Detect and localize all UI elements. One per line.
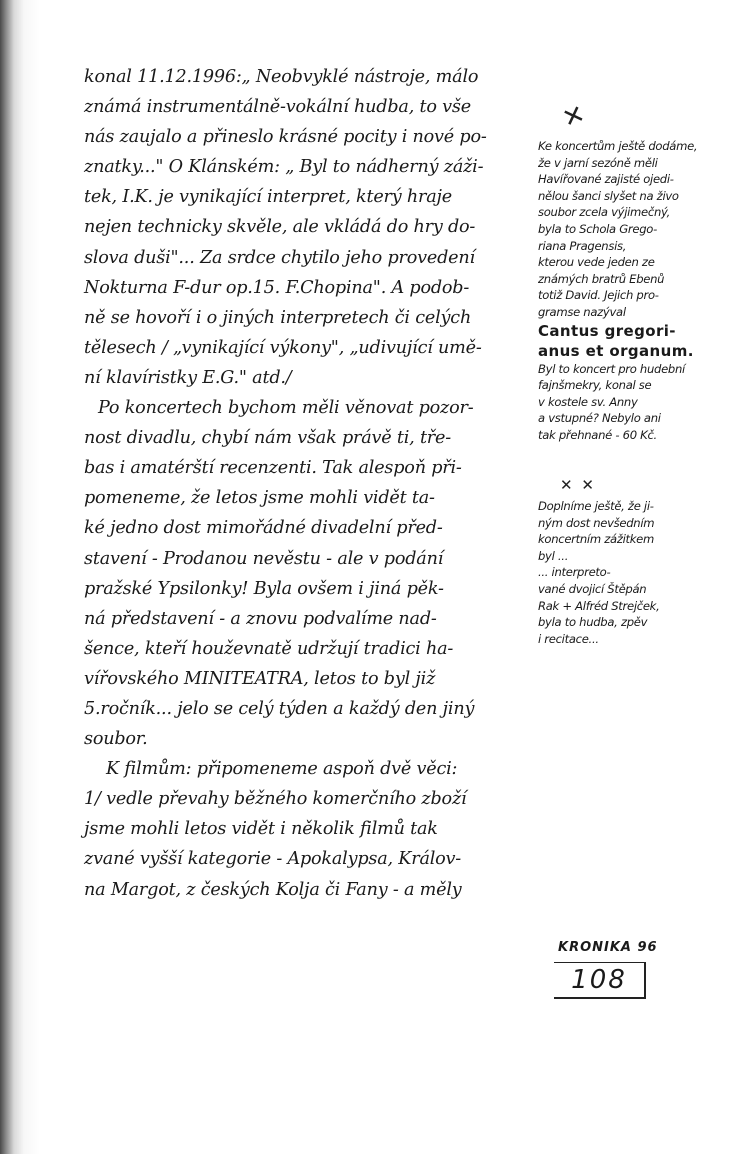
side-line: soubor zcela výjimečný,	[538, 205, 671, 220]
main-line: tek, I.K. je vynikající interpret, který hraje	[84, 187, 452, 208]
side-line: Rak + Alfréd Strejček,	[538, 598, 660, 613]
main-line: tělesech / „vynikající výkony", „udivující umě-	[84, 337, 482, 358]
side-line: ... interpreto-	[538, 565, 611, 580]
side-line: Havířované zajisté ojedi-	[538, 172, 674, 187]
side-line: a vstupné? Nebylo ani	[538, 411, 661, 426]
main-line: nás zaujalo a přineslo krásné pocity i nové po-	[84, 127, 487, 148]
side-line: ným dost nevšedním	[538, 515, 655, 530]
side-line: tak přehnané - 60 Kč.	[538, 427, 657, 442]
side-line: vané dvojicí Štěpán	[538, 581, 647, 596]
main-line: pražské Ypsilonky! Byla ovšem i jiná pěk-	[84, 578, 444, 599]
main-line: známá instrumentálně-vokální hudba, to vše	[84, 97, 471, 118]
main-line: šence, kteří houževnatě udržují tradici ha-	[84, 638, 454, 659]
main-line: vířovského MINITEATRA, letos to byl již	[84, 668, 436, 689]
side-line: riana Pragensis,	[538, 238, 627, 253]
side-line: Byl to koncert pro hudební	[538, 361, 685, 376]
side-line: byla to Schola Grego-	[538, 221, 657, 236]
side-line: kterou vede jeden ze	[538, 255, 655, 270]
main-line: slova duši"... Za srdce chytilo jeho provedení	[84, 247, 475, 268]
main-line: ná představení - a znovu podvalíme nad-	[84, 608, 437, 629]
side-line-title: Cantus gregori-	[538, 321, 676, 340]
main-line: nost divadlu, chybí nám však právě ti, tře-	[84, 428, 451, 449]
side-line: byl ...	[538, 548, 569, 563]
side-line-title: anus et organum.	[538, 341, 694, 360]
side-line: totiž David. Jejich pro-	[538, 288, 659, 303]
main-text-column	[84, 62, 554, 905]
side-note-concerts	[538, 138, 743, 444]
side-note-addendum	[538, 498, 743, 647]
cross-marks: ✕ ✕	[560, 476, 596, 494]
side-line: fajnšmekry, konal se	[538, 378, 652, 393]
main-line: Po koncertech bychom měli věnovat pozor-	[98, 398, 474, 419]
main-line: ní klavíristky E.G." atd./	[84, 367, 292, 388]
side-line: byla to hudba, zpěv	[538, 615, 648, 630]
main-line: na Margot, z českých Kolja či Fany - a měly	[84, 879, 462, 900]
main-line: pomeneme, že letos jsme mohli vidět ta-	[84, 488, 435, 509]
main-line: ně se hovoří i o jiných interpretech či celých	[84, 307, 472, 328]
main-line: nejen technicky skvěle, ale vkládá do hry do-	[84, 217, 476, 238]
side-line: známých bratrů Ebenů	[538, 271, 665, 286]
side-line: Doplníme ještě, že ji-	[538, 499, 654, 513]
main-line: 1/ vedle převahy běžného komerčního zboží	[84, 789, 467, 810]
page-number: 108	[554, 962, 646, 999]
chronicle-label: KRONIKA 96	[558, 940, 658, 955]
main-line: stavení - Prodanou nevěstu - ale v podání	[84, 548, 444, 569]
side-line: nělou šanci slyšet na živo	[538, 188, 679, 203]
side-line: i recitace...	[538, 631, 599, 646]
main-line: 5.ročník... jelo se celý týden a každý den jiný	[84, 698, 475, 719]
side-line: Ke koncertům ještě dodáme,	[538, 139, 698, 153]
main-line: ké jedno dost mimořádné divadelní před-	[84, 518, 443, 539]
main-line: zvané vyšší kategorie - Apokalypsa, Králov-	[84, 849, 462, 870]
main-line: Nokturna F-dur op.15. F.Chopina". A podob-	[84, 277, 470, 298]
main-line: K filmům: připomeneme aspoň dvě věci:	[106, 759, 458, 780]
main-line: jsme mohli letos vidět i několik filmů tak	[84, 819, 438, 840]
side-line: gramse nazýval	[538, 304, 626, 319]
main-line: bas i amatérští recenzenti. Tak alespoň při-	[84, 458, 462, 479]
side-line: že v jarní sezóně měli	[538, 155, 658, 170]
side-line: koncertním zážitkem	[538, 532, 655, 547]
main-line: znatky..." O Klánském: „ Byl to nádherný záži-	[84, 157, 484, 178]
main-line: soubor.	[84, 729, 148, 750]
side-line: v kostele sv. Anny	[538, 394, 638, 409]
main-line: konal 11.12.1996:„ Neobvyklé nástroje, málo	[84, 67, 479, 87]
cross-mark: ✕	[558, 99, 590, 135]
